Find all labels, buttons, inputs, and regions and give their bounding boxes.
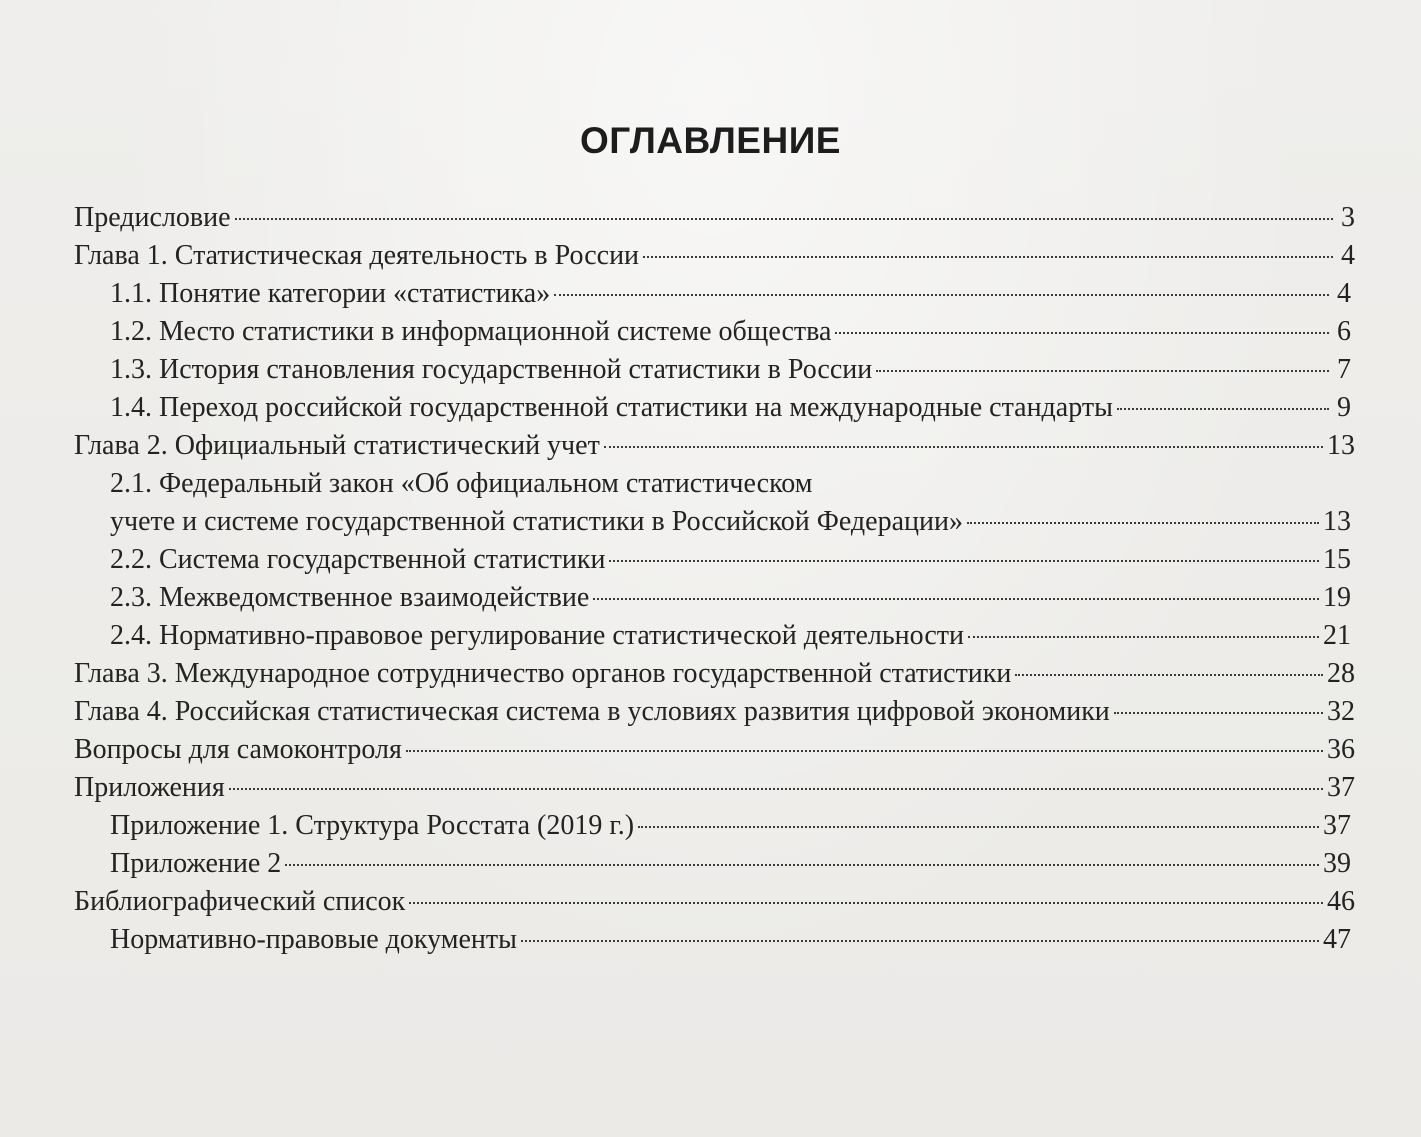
toc-entry-section-2-1[interactable] xyxy=(110,506,1351,538)
toc-page-number: 4 xyxy=(1341,240,1355,271)
toc-entry-title: Глава 4. Российская статистическая система в условиях развития цифровой экономики xyxy=(74,696,1110,727)
toc-page-number: 15 xyxy=(1323,544,1351,575)
dot-leader xyxy=(229,788,1323,790)
toc-page-number: 13 xyxy=(1323,506,1351,537)
toc-entry-chapter-1[interactable] xyxy=(74,240,1355,272)
dot-leader xyxy=(409,902,1323,904)
toc-page-number: 3 xyxy=(1341,202,1355,233)
toc-page-number: 9 xyxy=(1337,392,1351,423)
dot-leader xyxy=(835,332,1329,334)
toc-entry-title: 2.4. Нормативно-правовое регулирование статистической деятельности xyxy=(110,620,964,651)
toc-entry-title: Приложения xyxy=(74,772,225,803)
dot-leader xyxy=(235,218,1333,220)
toc-entry-section-1-4[interactable] xyxy=(110,392,1351,424)
toc-page-number: 39 xyxy=(1323,848,1351,879)
toc-entry-chapter-3[interactable] xyxy=(74,658,1355,690)
toc-page-number: 47 xyxy=(1323,924,1351,955)
toc-entry-title: 1.4. Переход российской государственной статистики на международные стандарты xyxy=(110,392,1113,423)
toc-entry-section-2-4[interactable] xyxy=(110,620,1351,652)
dot-leader xyxy=(285,864,1319,866)
toc-page-number: 36 xyxy=(1327,734,1355,765)
toc-entry-title: Библиографический список xyxy=(74,886,406,917)
toc-page-number: 19 xyxy=(1323,582,1351,613)
toc-entry-appendix-2[interactable] xyxy=(110,848,1351,880)
toc-entry-title: 1.1. Понятие категории «статистика» xyxy=(110,278,551,309)
toc-entry-bibliography[interactable] xyxy=(74,886,1355,918)
toc-page-number: 7 xyxy=(1337,354,1351,385)
toc-entry-appendix-1[interactable] xyxy=(110,810,1351,842)
dot-leader xyxy=(876,370,1329,372)
toc-entry-title: 2.2. Система государственной статистики xyxy=(110,544,606,575)
toc-entry-title: учете и системе государственной статистики в Российской Федерации» xyxy=(110,506,963,537)
toc-entry-title: Приложение 2 xyxy=(110,848,282,879)
toc-page-number: 37 xyxy=(1327,772,1355,803)
toc-page-number: 32 xyxy=(1327,696,1355,727)
toc-entry-chapter-4[interactable] xyxy=(74,696,1355,728)
toc-entry-chapter-2[interactable] xyxy=(74,430,1355,462)
toc-entry-section-1-2[interactable] xyxy=(110,316,1351,348)
dot-leader xyxy=(554,294,1329,296)
toc-entry-title: 2.3. Межведомственное взаимодействие xyxy=(110,582,590,613)
toc-entry-section-2-2[interactable] xyxy=(110,544,1351,576)
dot-leader xyxy=(967,522,1319,524)
toc-entry-title: Нормативно-правовые документы xyxy=(110,924,517,955)
dot-leader xyxy=(609,560,1319,562)
dot-leader xyxy=(1015,674,1323,676)
toc-entry-section-2-3[interactable] xyxy=(110,582,1351,614)
toc-entry-preface[interactable] xyxy=(74,202,1355,234)
toc-entry-section-1-1[interactable] xyxy=(110,278,1351,310)
toc-page-number: 21 xyxy=(1323,620,1351,651)
toc-page-number: 28 xyxy=(1327,658,1355,689)
toc-entry-title: Глава 1. Статистическая деятельность в России xyxy=(74,240,640,271)
toc-entry-title: 1.2. Место статистики в информационной системе общества xyxy=(110,316,832,347)
toc-entry-appendices[interactable] xyxy=(74,772,1355,804)
toc-entry-title: Глава 3. Международное сотрудничество органов государственной статистики xyxy=(74,658,1012,689)
toc-entry-title: Вопросы для самоконтроля xyxy=(74,734,402,765)
toc-page-number: 37 xyxy=(1323,810,1351,841)
dot-leader xyxy=(968,636,1319,638)
toc-entry-title: Глава 2. Официальный статистический учет xyxy=(74,430,600,461)
dot-leader xyxy=(593,598,1319,600)
page-title: ОГЛАВЛЕНИЕ xyxy=(580,120,841,161)
dot-leader xyxy=(1117,408,1329,410)
toc-entry-section-2-1-line1[interactable]: 2.1. Федеральный закон «Об официальном статистическом xyxy=(110,468,813,499)
toc-entry-legal-documents[interactable] xyxy=(110,924,1351,956)
toc-entry-title: Предисловие xyxy=(74,202,231,233)
dot-leader xyxy=(643,256,1333,258)
dot-leader xyxy=(638,826,1319,828)
dot-leader xyxy=(521,940,1319,942)
toc-entry-section-1-3[interactable] xyxy=(110,354,1351,386)
toc-page-number: 46 xyxy=(1327,886,1355,917)
toc-entry-self-check-questions[interactable] xyxy=(74,734,1355,766)
toc-entry-title: 1.3. История становления государственной статистики в России xyxy=(110,354,873,385)
dot-leader xyxy=(1114,712,1323,714)
dot-leader xyxy=(406,750,1323,752)
toc-page-number: 13 xyxy=(1327,430,1355,461)
toc-page-number: 6 xyxy=(1337,316,1351,347)
toc-entry-title: Приложение 1. Структура Росстата (2019 г.) xyxy=(110,810,635,841)
toc-page-number: 4 xyxy=(1337,278,1351,309)
dot-leader xyxy=(604,446,1323,448)
